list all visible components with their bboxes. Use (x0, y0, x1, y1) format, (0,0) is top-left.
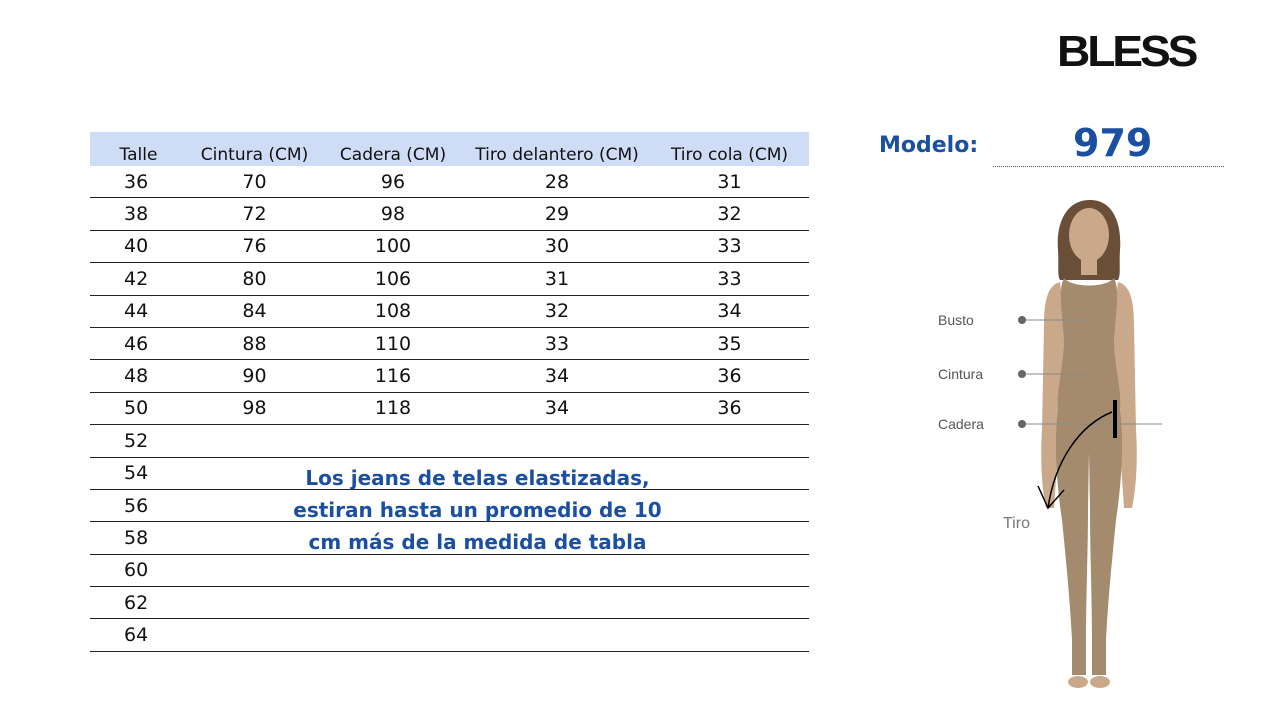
cintura-guide-dot (1018, 370, 1026, 378)
header-tiro-delantero: Tiro delantero (CM) (464, 132, 650, 166)
table-cell: 98 (322, 198, 464, 230)
table-cell: 33 (464, 327, 650, 359)
model-underline (993, 166, 1224, 167)
header-cintura: Cintura (CM) (187, 132, 322, 166)
label-busto: Busto (938, 312, 974, 328)
table-cell: 98 (187, 392, 322, 424)
table-cell: 88 (187, 327, 322, 359)
table-cell: 96 (322, 166, 464, 198)
figure-right-foot (1090, 676, 1110, 688)
table-cell: 28 (464, 166, 650, 198)
header-cadera: Cadera (CM) (322, 132, 464, 166)
table-cell (187, 587, 322, 619)
table-row (90, 619, 809, 651)
table-cell-talle: 56 (90, 489, 187, 521)
table-row (90, 327, 809, 359)
figure-left-foot (1068, 676, 1088, 688)
table-row (90, 554, 809, 586)
table-row (90, 392, 809, 424)
table-row (90, 230, 809, 262)
table-cell: 34 (464, 360, 650, 392)
note-line: Los jeans de telas elastizadas, (305, 466, 650, 490)
table-cell (187, 425, 322, 457)
table-cell: 32 (464, 295, 650, 327)
body-measurement-figure (930, 190, 1190, 700)
table-row (90, 360, 809, 392)
table-cell (322, 587, 464, 619)
table-cell: 29 (464, 198, 650, 230)
table-cell: 76 (187, 230, 322, 262)
table-cell-talle: 36 (90, 166, 187, 198)
table-cell (322, 554, 464, 586)
table-cell-talle: 44 (90, 295, 187, 327)
table-cell: 116 (322, 360, 464, 392)
label-cintura: Cintura (938, 366, 984, 382)
table-cell-talle: 42 (90, 263, 187, 295)
table-cell-talle: 60 (90, 554, 187, 586)
table-cell-talle: 64 (90, 619, 187, 651)
table-cell-talle: 58 (90, 522, 187, 554)
table-cell: 80 (187, 263, 322, 295)
label-cadera: Cadera (938, 416, 984, 432)
figure-right-leg (1089, 410, 1122, 675)
label-tiro: Tiro (1003, 515, 1030, 532)
table-cell: 36 (650, 392, 809, 424)
table-cell: 118 (322, 392, 464, 424)
table-cell: 84 (187, 295, 322, 327)
table-cell: 33 (650, 230, 809, 262)
table-cell: 34 (650, 295, 809, 327)
table-cell: 36 (650, 360, 809, 392)
table-cell: 100 (322, 230, 464, 262)
table-cell: 106 (322, 263, 464, 295)
table-cell (464, 619, 650, 651)
table-cell: 34 (464, 392, 650, 424)
table-cell (322, 619, 464, 651)
table-cell-talle: 62 (90, 587, 187, 619)
header-talle: Talle (90, 132, 187, 166)
table-cell: 72 (187, 198, 322, 230)
busto-guide-dot (1018, 316, 1026, 324)
table-cell (464, 425, 650, 457)
table-cell: 32 (650, 198, 809, 230)
table-row (90, 166, 809, 198)
table-cell: 70 (187, 166, 322, 198)
table-cell (187, 619, 322, 651)
table-cell: 110 (322, 327, 464, 359)
table-cell: 35 (650, 327, 809, 359)
table-row (90, 587, 809, 619)
table-cell (650, 425, 809, 457)
table-cell: 31 (464, 263, 650, 295)
table-cell: 33 (650, 263, 809, 295)
table-row (90, 198, 809, 230)
cadera-guide-dot (1018, 420, 1026, 428)
table-cell: 30 (464, 230, 650, 262)
table-cell-talle: 40 (90, 230, 187, 262)
table-cell (187, 554, 322, 586)
table-header-row (90, 132, 809, 166)
figure-neck (1081, 255, 1097, 275)
figure-left-leg (1056, 410, 1089, 675)
header-tiro-cola: Tiro cola (CM) (650, 132, 809, 166)
table-cell-talle: 46 (90, 327, 187, 359)
table-cell-talle: 54 (90, 457, 187, 489)
model-label: Modelo: (879, 133, 979, 158)
table-cell (650, 619, 809, 651)
table-cell (464, 554, 650, 586)
table-cell (322, 425, 464, 457)
stretch-note (270, 462, 685, 558)
table-row (90, 295, 809, 327)
table-cell-talle: 52 (90, 425, 187, 457)
size-chart-table (90, 132, 809, 652)
note-line: cm más de la medida de tabla (308, 530, 647, 554)
brand-logo: BLESS (1057, 27, 1196, 76)
note-line: estiran hasta un promedio de 10 (293, 498, 662, 522)
table-cell: 31 (650, 166, 809, 198)
table-row (90, 263, 809, 295)
table-cell (650, 587, 809, 619)
table-cell-talle: 50 (90, 392, 187, 424)
table-cell-talle: 38 (90, 198, 187, 230)
model-number: 979 (1073, 121, 1153, 165)
table-cell: 108 (322, 295, 464, 327)
table-row (90, 425, 809, 457)
figure-head (1069, 208, 1109, 262)
table-body (90, 166, 809, 651)
table-cell (650, 554, 809, 586)
table-cell: 90 (187, 360, 322, 392)
table-cell-talle: 48 (90, 360, 187, 392)
table-cell (464, 587, 650, 619)
